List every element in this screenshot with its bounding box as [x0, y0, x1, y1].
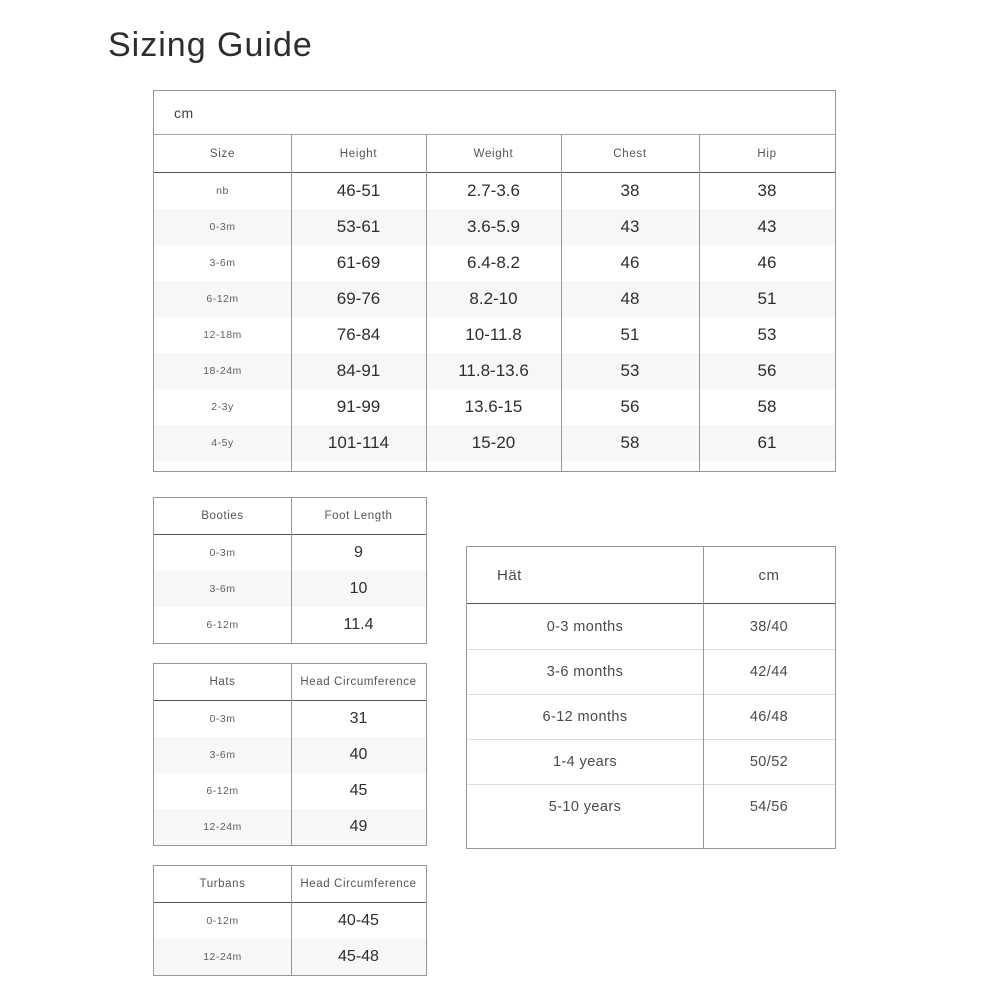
table-row [467, 694, 835, 739]
table-row [154, 939, 426, 975]
hats-table [153, 663, 427, 846]
size-label-cell: 2-3y [211, 401, 234, 413]
size-label-cell: 18-24m [203, 365, 242, 377]
table-row [154, 173, 835, 209]
column-header-turbans: Turbans [199, 878, 246, 890]
hip-value-cell: 38 [757, 181, 777, 200]
hip-value-cell: 51 [757, 289, 777, 308]
booties-header-row [154, 498, 426, 535]
table-row [467, 784, 835, 829]
table-row [154, 903, 426, 939]
size-label-cell: 4-5y [211, 437, 234, 449]
foot-length-value-cell: 10 [349, 580, 368, 597]
size-label-cell: 12-24m [203, 951, 242, 963]
column-divider [699, 135, 700, 471]
chest-value-cell: 53 [620, 361, 640, 380]
size-label-cell: nb [216, 185, 229, 197]
hip-value-cell: 43 [757, 217, 777, 236]
hats-header-row [154, 664, 426, 701]
main-size-chart-table [153, 90, 836, 472]
chest-value-cell: 51 [620, 325, 640, 344]
height-value-cell: 61-69 [336, 253, 381, 272]
column-header-chest: Chest [613, 147, 647, 160]
table-row [154, 571, 426, 607]
main-table-header-row [154, 135, 835, 173]
hat-cm-header-row [467, 547, 835, 604]
hip-value-cell: 61 [757, 433, 777, 452]
weight-value-cell: 10-11.8 [465, 325, 522, 344]
cm-value-cell: 46/48 [749, 709, 789, 725]
turbans-header-row [154, 866, 426, 903]
turbans-table [153, 865, 427, 976]
size-label-cell: 6-12m [206, 619, 239, 631]
size-label-cell: 0-3m [209, 221, 236, 233]
hip-value-cell: 53 [757, 325, 777, 344]
chest-value-cell: 58 [620, 433, 640, 452]
cm-value-cell: 42/44 [749, 664, 789, 680]
size-label-cell: 6-12m [206, 785, 239, 797]
column-divider [291, 866, 292, 975]
height-value-cell: 101-114 [327, 433, 390, 452]
table-row [154, 353, 835, 389]
size-label-cell: 0-12m [206, 915, 239, 927]
head-circumference-value-cell: 45 [349, 782, 368, 799]
column-divider [291, 498, 292, 643]
column-header-size: Size [209, 147, 236, 160]
table-row [154, 317, 835, 353]
chest-value-cell: 56 [620, 397, 640, 416]
table-row [467, 604, 835, 649]
table-row [154, 607, 426, 643]
age-label-cell: 6-12 months [542, 709, 628, 725]
column-header-booties: Booties [201, 510, 244, 522]
weight-value-cell: 6.4-8.2 [467, 253, 520, 272]
hip-value-cell: 56 [757, 361, 777, 380]
column-header-foot-length: Foot Length [324, 510, 393, 522]
age-label-cell: 1-4 years [552, 754, 618, 770]
column-divider [291, 664, 292, 845]
age-label-cell: 0-3 months [546, 618, 624, 635]
hip-value-cell: 58 [757, 397, 777, 416]
table-row [154, 535, 426, 571]
column-divider [426, 135, 427, 471]
size-label-cell: 3-6m [209, 257, 236, 269]
weight-value-cell: 8.2-10 [469, 289, 518, 308]
head-circumference-value-cell: 45-48 [338, 948, 379, 965]
height-value-cell: 76-84 [336, 325, 381, 344]
chest-value-cell: 38 [620, 181, 640, 200]
column-header-head-circumference: Head Circumference [300, 878, 417, 890]
page-title: Sizing Guide [108, 26, 313, 64]
cm-value-cell: 38/40 [749, 618, 789, 635]
chest-value-cell: 46 [620, 253, 640, 272]
weight-value-cell: 2.7-3.6 [467, 181, 520, 200]
size-label-cell: 0-3m [209, 713, 236, 725]
cm-value-cell: 54/56 [749, 799, 789, 815]
column-header-hip: Hip [757, 147, 777, 160]
height-value-cell: 53-61 [336, 217, 381, 236]
booties-table [153, 497, 427, 644]
head-circumference-value-cell: 31 [349, 710, 368, 727]
table-row [154, 701, 426, 737]
table-row [154, 389, 835, 425]
weight-value-cell: 15-20 [471, 433, 516, 452]
table-row [154, 425, 835, 461]
table-row [154, 281, 835, 317]
size-label-cell: 3-6m [209, 749, 236, 761]
chest-value-cell: 48 [620, 289, 640, 308]
column-header-height: Height [339, 147, 378, 160]
column-divider [561, 135, 562, 471]
column-header-hats: Hats [209, 676, 236, 688]
size-label-cell: 6-12m [206, 293, 239, 305]
cm-value-cell: 50/52 [749, 754, 789, 770]
size-label-cell: 3-6m [209, 583, 236, 595]
size-label-cell: 12-18m [203, 329, 242, 341]
unit-row [154, 91, 835, 135]
table-row [467, 739, 835, 784]
age-label-cell: 3-6 months [546, 664, 624, 680]
table-row [154, 809, 426, 845]
column-header-head-circumference: Head Circumference [300, 676, 417, 688]
size-label-cell: 12-24m [203, 821, 242, 833]
height-value-cell: 69-76 [336, 289, 381, 308]
table-row [154, 773, 426, 809]
column-header-cm: cm [758, 566, 780, 584]
height-value-cell: 91-99 [336, 397, 381, 416]
foot-length-value-cell: 11.4 [343, 616, 374, 633]
weight-value-cell: 11.8-13.6 [458, 361, 529, 380]
table-row [467, 649, 835, 694]
head-circumference-value-cell: 49 [349, 818, 368, 835]
size-label-cell: 0-3m [209, 547, 236, 559]
table-row [154, 245, 835, 281]
age-label-cell: 5-10 years [548, 799, 622, 815]
weight-value-cell: 13.6-15 [464, 397, 523, 416]
hat-cm-table [466, 546, 836, 849]
column-divider [291, 135, 292, 471]
column-header-weight: Weight [473, 147, 514, 160]
height-value-cell: 84-91 [336, 361, 381, 380]
head-circumference-value-cell: 40 [349, 746, 368, 763]
hip-value-cell: 46 [757, 253, 777, 272]
height-value-cell: 46-51 [336, 181, 381, 200]
head-circumference-value-cell: 40-45 [338, 912, 379, 929]
table-row [154, 209, 835, 245]
unit-label: cm [174, 104, 194, 121]
column-header-hat: Hät [497, 566, 522, 584]
foot-length-value-cell: 9 [354, 544, 363, 561]
chest-value-cell: 43 [620, 217, 640, 236]
weight-value-cell: 3.6-5.9 [467, 217, 520, 236]
table-row [154, 737, 426, 773]
column-divider [703, 547, 704, 848]
